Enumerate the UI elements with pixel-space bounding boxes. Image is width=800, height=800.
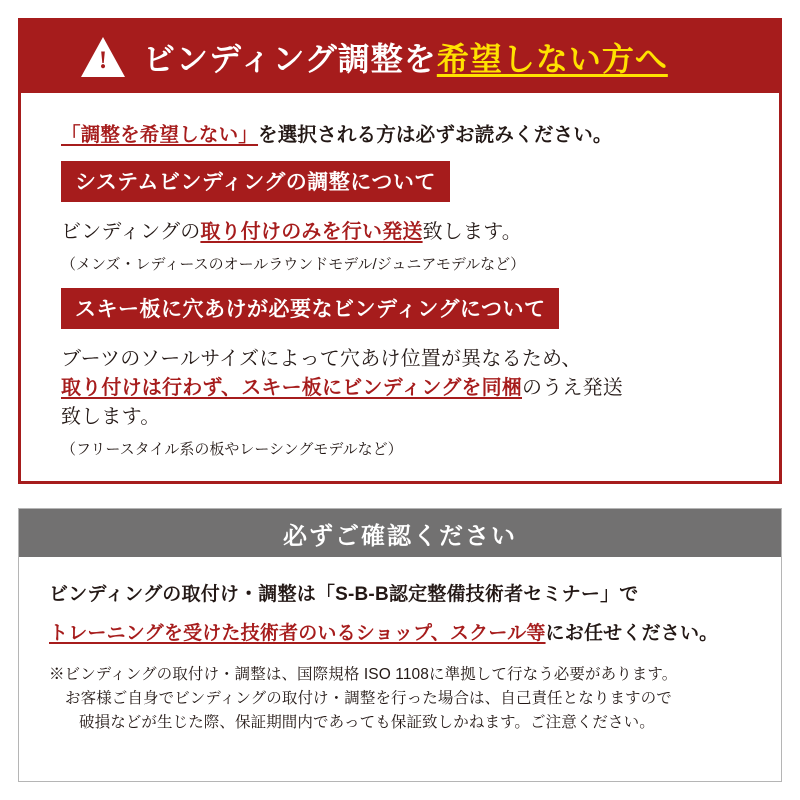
lead-text [61, 119, 753, 147]
block-body-highlight: 取り付けのみを行い発送 [200, 221, 423, 243]
confirm-line-2-suffix: にお任せください。 [545, 623, 719, 644]
block-heading: システムビンディングの調整について [61, 161, 450, 202]
warning-title-normal: ビンディング調整を [143, 41, 437, 77]
block-note: （メンズ・レディースのオールラウンドモデル/ジュニアモデルなど） [61, 256, 526, 273]
warning-triangle-icon: ! [81, 37, 125, 77]
block-body-line2-suffix: のうえ発送 [522, 377, 623, 399]
warning-body [21, 93, 779, 459]
block-body [61, 215, 753, 244]
block-drill-binding [47, 274, 753, 459]
fine-print-line-3: 破損などが生じた際、保証期間内であっても保証致しかねます。ご注意ください。 [79, 714, 655, 732]
confirm-heading: 必ずご確認ください [19, 509, 781, 557]
block-body-line3: 致します。 [61, 406, 161, 428]
warning-title-highlight: 希望しない方へ [436, 41, 668, 77]
block-body [61, 342, 753, 429]
fine-print-line-2: お客様ご自身でビンディングの取付け・調整を行った場合は、自己責任となりますので [65, 690, 672, 708]
warning-panel [18, 18, 782, 484]
confirm-body [19, 557, 781, 735]
block-note: （フリースタイル系の板やレーシングモデルなど） [61, 441, 403, 458]
fine-print-line-1: ※ビンディングの取付け・調整は、国際規格 ISO 1108に準拠して行なう必要があります。 [49, 666, 678, 683]
lead-rest: を選択される方は必ずお読みください。 [258, 124, 613, 146]
confirm-line-2-highlight: トレーニングを受けた技術者のいるショップ、スクール等 [49, 623, 546, 644]
block-body-line1: ブーツのソールサイズによって穴あけ位置が異なるため、 [61, 348, 582, 370]
confirm-line-2 [49, 618, 751, 645]
block-body-suffix: 致します。 [422, 221, 523, 243]
block-heading: スキー板に穴あけが必要なビンディングについて [61, 288, 559, 329]
block-body-highlight: 取り付けは行わず、スキー板にビンディングを同梱 [61, 377, 522, 399]
warning-title [143, 34, 668, 80]
warning-header [21, 21, 779, 93]
confirm-panel [18, 508, 782, 782]
block-body-prefix: ビンディングの [61, 221, 201, 243]
lead-highlight: 「調整を希望しない」 [61, 124, 259, 146]
block-system-binding [47, 161, 753, 274]
fine-print [49, 663, 751, 735]
confirm-line-1: ビンディングの取付け・調整は「S-B-B認定整備技術者セミナー」で [49, 584, 639, 605]
